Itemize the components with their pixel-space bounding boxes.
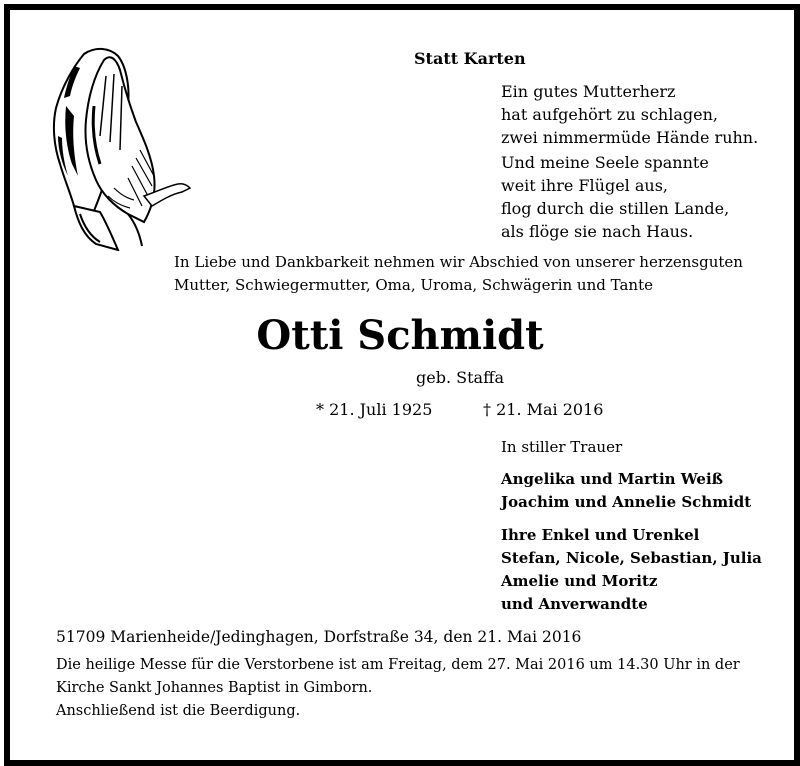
birth-date: * 21. Juli 1925	[316, 400, 433, 419]
mourner-family: Angelika und Martin Weiß	[501, 470, 724, 488]
mourner-family: Joachim und Annelie Schmidt	[501, 493, 752, 511]
mourners-heading: In stiller Trauer	[501, 438, 623, 456]
poem-line: zwei nimmermüde Hände ruhn.	[501, 128, 759, 147]
service-line: Die heilige Messe für die Verstorbene ist am Freitag, dem 27. Mai 2016 um 14.30 Uhr in der	[56, 657, 740, 673]
service-line: Kirche Sankt Johannes Baptist in Gimborn.	[56, 680, 373, 696]
intro-line: In Liebe und Dankbarkeit nehmen wir Abschied von unserer herzensguten	[174, 253, 743, 271]
poem-line: weit ihre Flügel aus,	[501, 176, 668, 195]
poem-line: flog durch die stillen Lande,	[501, 199, 730, 218]
mourner-grandchildren: Stefan, Nicole, Sebastian, Julia	[501, 549, 762, 567]
statt-karten: Statt Karten	[414, 49, 526, 68]
poem-line: Und meine Seele spannte	[501, 153, 709, 172]
deceased-name: Otti Schmidt	[256, 312, 544, 359]
poem-line: als flöge sie nach Haus.	[501, 222, 694, 241]
mourner-grandchildren: Amelie und Moritz	[501, 572, 658, 590]
intro-line: Mutter, Schwiegermutter, Oma, Uroma, Schwägerin und Tante	[174, 276, 653, 294]
praying-hands-icon	[44, 46, 194, 251]
address-line: 51709 Marienheide/Jedinghagen, Dorfstraße 34, den 21. Mai 2016	[56, 628, 582, 646]
poem-line: Ein gutes Mutterherz	[501, 82, 676, 101]
poem-line: hat aufgehört zu schlagen,	[501, 105, 718, 124]
maiden-name: geb. Staffa	[416, 368, 504, 387]
mourner-grandchildren: und Anverwandte	[501, 595, 648, 613]
death-date: † 21. Mai 2016	[483, 400, 604, 419]
mourner-grandchildren: Ihre Enkel und Urenkel	[501, 526, 700, 544]
service-line: Anschließend ist die Beerdigung.	[56, 703, 301, 719]
